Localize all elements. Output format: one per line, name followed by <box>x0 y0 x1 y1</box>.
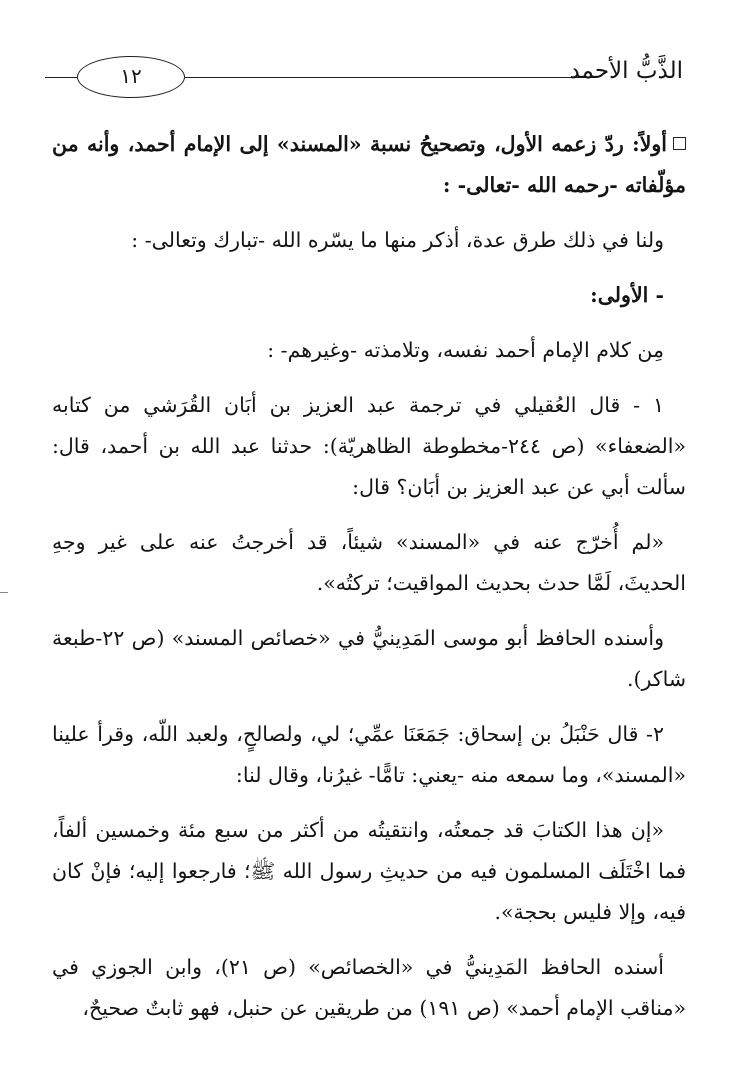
header-rule-right <box>185 77 593 78</box>
header-rule-left <box>45 77 77 78</box>
paragraph: أسنده الحافظ المَدِينيُّ في «الخصائص» (ص ٢١)، وابن الجوزي في «مناقب الإمام أحمد» (ص ١٩١) من طريقين عن حنبل، فهو ثابتٌ صحيحٌ، <box>52 955 686 1020</box>
margin-mark <box>0 592 8 593</box>
page-body <box>52 124 686 1043</box>
page-number-oval <box>77 56 185 98</box>
paragraph: مِن كلام الإمام أحمد نفسه، وتلامذته -وغيرهم- : <box>267 338 664 362</box>
paragraph: ٢- قال حَنْبَلُ بن إسحاق: جَمَعَنَا عمِّي؛ لي، ولصالحٍ، ولعبد اللّه، وقرأ علينا «المسند»، وما سمعه منه -يعني: تامًّا- غيرُنا، وقال لنا: <box>52 722 686 787</box>
running-title: الذَّبُّ الأحمد <box>569 58 683 84</box>
section-label: - الأولى: <box>590 283 664 307</box>
paragraph: ١ - قال العُقيلي في ترجمة عبد العزيز بن أبَان القُرَشي من كتابه «الضعفاء» (ص ٢٤٤-مخطوطة الظاهريّة): حدثنا عبد الله بن أحمد، قال: سألت أبي عن عبد العزيز بن أبَان؟ قال: <box>52 393 686 499</box>
heading-text: أولاً: ردّ زعمه الأول، وتصحيحُ نسبة «المسند» إلى الإمام أحمد، وأنه من مؤلّفاته -رحمه الله -تعالى- : <box>52 132 686 197</box>
page-number: ١٢ <box>120 64 142 88</box>
page-header <box>45 52 683 100</box>
paragraph: وأسنده الحافظ أبو موسى المَدِينيُّ في «خصائص المسند» (ص ٢٢-طبعة شاكر). <box>52 626 686 691</box>
paragraph: ولنا في ذلك طرق عدة، أذكر منها ما يسّره الله -تبارك وتعالى- : <box>131 228 664 252</box>
square-bullet-icon <box>673 137 686 150</box>
quotation: «لم أُخرّج عنه في «المسند» شيئاً، قد أخرجتُ عنه على غير وجهِ الحديثَ، لَمَّا حدث بحديث المواقيت؛ تركتُه». <box>52 530 686 595</box>
quotation: «إن هذا الكتابَ قد جمعتُه، وانتقيتُه من أكثر من سبع مئة وخمسين ألفاً، فما اخْتَلَف المسلمون فيه من حديثِ رسول الله ﷺ؛ فارجعوا إليه؛ فإنْ كان فيه، وإلا فليس بحجة». <box>52 818 686 924</box>
paragraph-heading <box>52 124 686 206</box>
